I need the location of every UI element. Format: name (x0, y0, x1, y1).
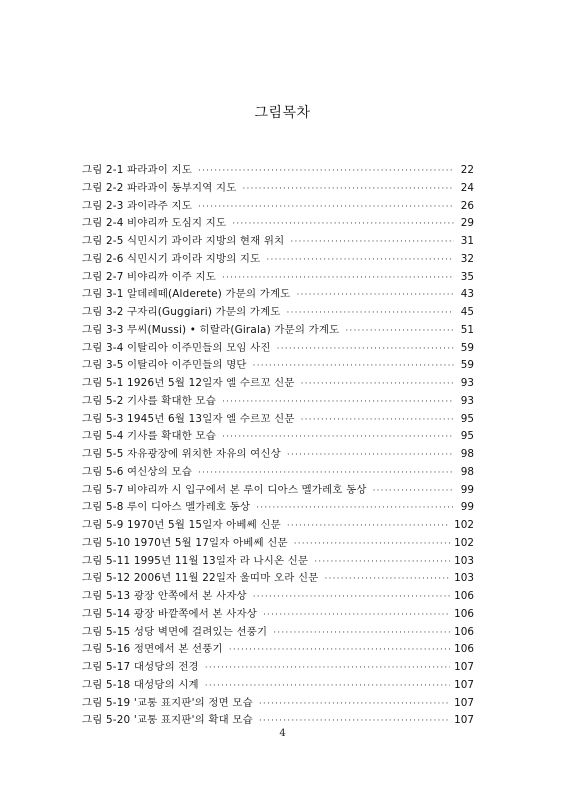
list-item[interactable] (82, 340, 474, 358)
list-item[interactable] (82, 428, 474, 446)
list-item[interactable] (82, 180, 474, 198)
list-item[interactable] (82, 482, 474, 500)
dot-leader (273, 625, 450, 643)
list-item[interactable] (82, 446, 474, 464)
entry-page: 31 (460, 235, 474, 247)
dot-leader (222, 394, 454, 412)
entry-label: 그림 5-2 기사를 확대한 모습 (82, 394, 216, 407)
figure-list (82, 162, 474, 730)
dot-leader (263, 607, 450, 625)
dot-leader (277, 341, 454, 359)
entry-label: 그림 3-4 이탈리아 이주민들의 모임 사진 (82, 341, 271, 354)
entry-page: 98 (460, 448, 474, 460)
entry-label: 그림 5-15 성당 벽면에 걸려있는 선풍기 (82, 625, 268, 638)
entry-label: 그림 5-8 루이 디아스 멜가레호 동상 (82, 501, 251, 514)
entry-page: 95 (460, 430, 474, 443)
list-item[interactable] (82, 464, 474, 482)
entry-label: 그림 5-5 자유광장에 위치한 자유의 여신상 (82, 448, 281, 460)
list-item[interactable] (82, 570, 474, 588)
entry-label: 그림 2-6 식민시기 과이라 지방의 지도 (82, 252, 261, 265)
entry-page: 106 (454, 643, 474, 656)
dot-leader (290, 234, 454, 252)
entry-label: 그림 2-7 비야리까 이주 지도 (82, 270, 216, 283)
entry-label: 그림 5-11 1995년 11월 13일자 라 나시온 신문 (82, 554, 309, 567)
list-item[interactable] (82, 517, 474, 535)
page-number: 4 (279, 728, 286, 739)
dot-leader (232, 216, 454, 234)
dot-leader (314, 554, 450, 572)
list-item[interactable] (82, 624, 474, 642)
dot-leader (259, 696, 450, 714)
entry-page: 45 (460, 306, 474, 318)
dot-leader (198, 199, 454, 217)
list-item[interactable] (82, 322, 474, 340)
entry-page: 107 (454, 678, 474, 691)
entry-label: 그림 5-20 '교통 표지판'의 확대 모습 (82, 714, 253, 727)
entry-label: 그림 5-14 광장 바깥쪽에서 본 사자상 (82, 607, 257, 620)
list-item[interactable] (82, 641, 474, 659)
entry-page: 107 (454, 661, 474, 673)
dot-leader (287, 447, 454, 465)
entry-label: 그림 3-5 이탈리아 이주민들의 명단 (82, 359, 247, 372)
dot-leader (301, 376, 454, 394)
entry-page: 29 (460, 217, 474, 230)
entry-label: 그림 2-1 파라과이 지도 (82, 164, 192, 176)
entry-label: 그림 5-3 1945년 6월 13일자 엘 수르꼬 신문 (82, 412, 295, 425)
entry-label: 그림 2-3 과이라주 지도 (82, 199, 192, 212)
entry-page: 35 (460, 270, 474, 283)
entry-page: 103 (454, 554, 474, 567)
entry-label: 그림 3-2 구자리(Guggiari) 가문의 가계도 (82, 306, 281, 318)
entry-page: 24 (460, 181, 474, 194)
dot-leader (373, 483, 454, 501)
entry-page: 102 (454, 519, 474, 531)
list-item[interactable] (82, 233, 474, 251)
list-item[interactable] (82, 198, 474, 216)
entry-page: 95 (460, 412, 474, 425)
entry-label: 그림 5-13 광장 안쪽에서 본 사자상 (82, 590, 247, 602)
list-item[interactable] (82, 588, 474, 606)
dot-leader (296, 287, 454, 305)
page-title: 그림목차 (254, 105, 311, 121)
entry-page: 93 (460, 394, 474, 407)
entry-page: 59 (460, 359, 474, 372)
list-item[interactable] (82, 553, 474, 571)
dot-leader (222, 429, 454, 447)
dot-leader (256, 500, 454, 518)
entry-label: 그림 5-9 1970년 5월 15일자 아베쎄 신문 (82, 519, 281, 531)
entry-page: 98 (460, 465, 474, 478)
list-item[interactable] (82, 251, 474, 269)
entry-label: 그림 5-18 대성당의 시계 (82, 678, 199, 691)
entry-label: 그림 5-10 1970년 5월 17일자 아베쎄 신문 (82, 536, 288, 549)
entry-page: 107 (454, 696, 474, 709)
entry-label: 그림 5-19 '교통 표지판'의 정면 모습 (82, 696, 253, 709)
entry-label: 그림 5-17 대성당의 전경 (82, 661, 199, 673)
list-item[interactable] (82, 677, 474, 695)
dot-leader (287, 305, 454, 323)
list-item[interactable] (82, 411, 474, 429)
entry-page: 107 (454, 714, 474, 727)
dot-leader (205, 678, 450, 696)
dot-leader (301, 412, 454, 430)
list-item[interactable] (82, 375, 474, 393)
dot-leader (253, 589, 450, 607)
dot-leader (198, 465, 454, 483)
entry-label: 그림 2-4 비야리까 도심지 지도 (82, 217, 227, 230)
entry-label: 그림 3-1 알데레떼(Alderete) 가문의 가계도 (82, 288, 291, 301)
dot-leader (345, 323, 454, 341)
dot-leader (198, 163, 454, 181)
dot-leader (205, 660, 450, 678)
entry-label: 그림 5-6 여신상의 모습 (82, 465, 192, 478)
dot-leader (266, 252, 454, 270)
list-item[interactable] (82, 695, 474, 713)
dot-leader (287, 518, 450, 536)
entry-label: 그림 5-7 비야리까 시 입구에서 본 루이 디아스 멜가레호 동상 (82, 483, 367, 496)
list-item[interactable] (82, 393, 474, 411)
list-item[interactable] (82, 535, 474, 553)
list-item[interactable] (82, 286, 474, 304)
dot-leader (294, 536, 450, 554)
entry-page: 26 (460, 199, 474, 212)
entry-label: 그림 5-1 1926년 5월 12일자 엘 수르꼬 신문 (82, 377, 295, 389)
entry-label: 그림 5-4 기사를 확대한 모습 (82, 430, 216, 443)
dot-leader (242, 181, 454, 199)
entry-page: 103 (454, 572, 474, 585)
list-item[interactable] (82, 162, 474, 180)
entry-page: 93 (460, 377, 474, 389)
dot-leader (253, 358, 454, 376)
entry-page: 32 (460, 252, 474, 265)
entry-label: 그림 5-16 정면에서 본 선풍기 (82, 643, 223, 656)
entry-page: 22 (460, 164, 474, 176)
entry-page: 106 (454, 625, 474, 638)
entry-label: 그림 3-3 무씨(Mussi) • 히랄라(Girala) 가문의 가계도 (82, 323, 340, 336)
dot-leader (229, 642, 450, 660)
entry-page: 99 (460, 483, 474, 496)
list-item[interactable] (82, 659, 474, 677)
entry-label: 그림 2-5 식민시기 과이라 지방의 현재 위치 (82, 235, 285, 247)
dot-leader (324, 571, 450, 589)
entry-page: 59 (460, 341, 474, 354)
entry-page: 51 (460, 323, 474, 336)
entry-page: 106 (454, 607, 474, 620)
entry-page: 106 (454, 590, 474, 602)
list-item[interactable] (82, 357, 474, 375)
entry-label: 그림 5-12 2006년 11월 22일자 울띠마 오라 신문 (82, 572, 319, 585)
entry-page: 102 (454, 536, 474, 549)
list-item[interactable] (82, 215, 474, 233)
entry-label: 그림 2-2 파라과이 동부지역 지도 (82, 181, 237, 194)
dot-leader (222, 270, 454, 288)
list-item[interactable] (82, 499, 474, 517)
entry-page: 99 (460, 501, 474, 514)
entry-page: 43 (460, 288, 474, 301)
list-item[interactable] (82, 269, 474, 287)
list-item[interactable] (82, 606, 474, 624)
list-item[interactable] (82, 304, 474, 322)
